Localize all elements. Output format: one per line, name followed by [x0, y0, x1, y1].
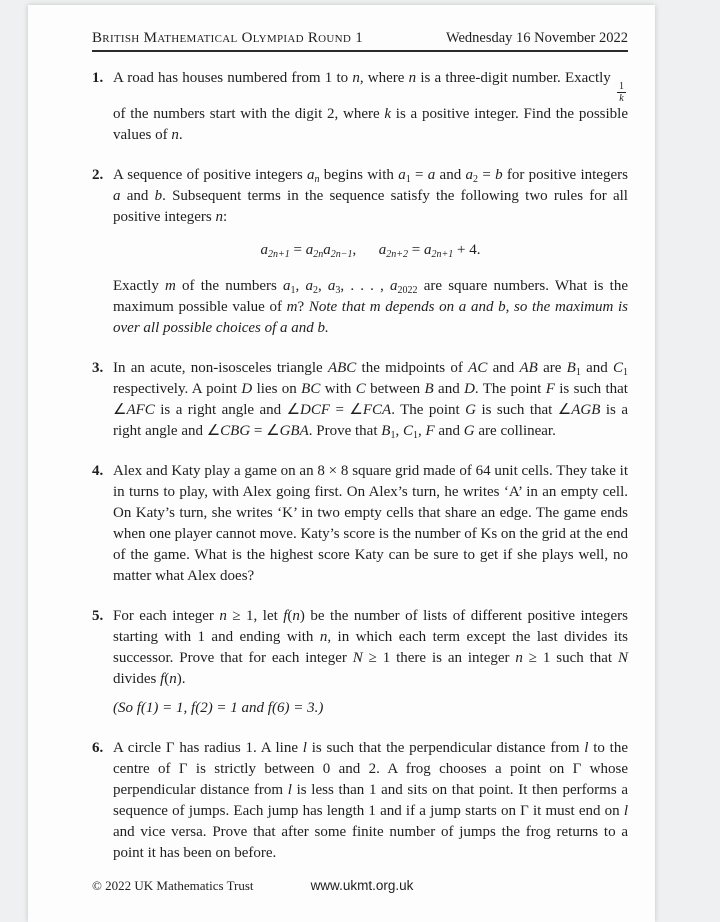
website-url: www.ukmt.org.uk	[310, 878, 414, 893]
math-subscript: 3	[335, 285, 341, 296]
text-run: begins with	[319, 167, 399, 183]
text-run: For each integer	[113, 608, 220, 624]
text-run: C	[355, 381, 366, 397]
text-run: a	[260, 242, 269, 258]
text-run: CBG	[220, 423, 251, 439]
text-run: DCF	[300, 402, 331, 418]
math-subscript: 2n	[313, 249, 324, 260]
text-run: a	[378, 242, 387, 258]
text-run: between	[365, 381, 425, 397]
text-run: a	[113, 188, 121, 204]
text-run: ,	[317, 278, 328, 294]
text-run: ≥ 1 such that	[522, 650, 618, 666]
text-run: f	[160, 671, 165, 687]
paper-date: Wednesday 16 November 2022	[445, 30, 628, 46]
text-run: , . . . ,	[340, 278, 391, 294]
text-run: and	[487, 360, 520, 376]
math-subscript: 2	[312, 285, 318, 296]
text-run: N	[617, 650, 628, 666]
math-subscript: n	[314, 174, 320, 185]
text-run: . The point	[474, 381, 546, 397]
text-run: ).	[176, 671, 186, 687]
text-run: AB	[519, 360, 538, 376]
text-run: ,	[395, 423, 403, 439]
paper-title: British Mathematical Olympiad Round 1	[92, 30, 364, 46]
text-run: B	[381, 423, 391, 439]
text-run: =	[408, 242, 424, 258]
text-run: F	[545, 381, 555, 397]
text-run: m	[165, 278, 176, 294]
text-run: AGB	[571, 402, 601, 418]
text-run: is a three-digit number. Exactly	[416, 70, 615, 86]
math-subscript: 1	[412, 430, 418, 441]
text-run: a	[323, 242, 331, 258]
text-run: C	[613, 360, 624, 376]
problem-text	[113, 276, 628, 339]
text-run: =	[478, 167, 496, 183]
problem-text	[113, 358, 628, 442]
text-run: Exactly	[113, 278, 165, 294]
math-subscript: 1	[290, 285, 296, 296]
text-run: D	[241, 381, 253, 397]
problem-text	[113, 165, 628, 228]
text-run: divides	[113, 671, 161, 687]
text-run: is such that the perpendicular distance from	[306, 740, 585, 756]
text-run: n	[515, 650, 523, 666]
text-run: n	[219, 608, 227, 624]
inline-fraction: $\frac{1}{k}$	[618, 81, 624, 104]
text-run: n	[292, 608, 300, 624]
math-subscript: 1	[575, 367, 581, 378]
text-run: :	[222, 209, 228, 225]
text-run: a	[305, 242, 314, 258]
math-subscript: 1	[390, 430, 396, 441]
text-run: C	[402, 423, 413, 439]
text-run: . Prove that	[308, 423, 382, 439]
text-run: l	[302, 740, 307, 756]
text-run: is a right angle and ∠	[154, 402, 301, 418]
text-run: G	[465, 402, 477, 418]
problem-number: 2.	[92, 167, 104, 183]
text-run: + 4.	[453, 242, 481, 258]
text-run: l	[584, 740, 589, 756]
text-run: . Subsequent terms in the sequence satisfy the following two rules for all positive integers	[113, 188, 628, 225]
text-run: F	[425, 423, 435, 439]
text-run: ,	[295, 278, 306, 294]
text-run: In an acute, non-isosceles triangle	[113, 360, 328, 376]
text-run: , in which each term except the last divides its successor. Prove that for each integer	[113, 629, 629, 666]
text-run: k	[384, 106, 392, 122]
text-run: a	[305, 278, 313, 294]
text-run: a	[427, 167, 436, 183]
text-run: ≥ 1, let	[226, 608, 284, 624]
problem-text	[113, 461, 628, 587]
problem-text	[113, 738, 628, 864]
text-run: =	[410, 167, 428, 183]
text-run: Alex and Katy play a game on an 8 × 8 square grid made of 64 unit cells. They take it in turns to play, with Alex going first. On Alex’s turn, he writes ‘A’ in an empty cell. On Katy’s turn, she writes ‘K’ in two empty cells that share an edge. The game ends when one player cannot move. Katy’s score is the number of Ks on the grid at the end of the game. What is the highest score Katy can be sure to get if she plays well, no matter what Alex does?	[113, 463, 628, 584]
text-run: N	[352, 650, 363, 666]
text-run: AC	[468, 360, 488, 376]
text-run: lies on	[252, 381, 302, 397]
text-run: n	[408, 70, 417, 86]
text-run: = ∠	[250, 423, 280, 439]
text-run: f	[283, 608, 288, 624]
text-run: is less than 1 and sits on that point. It then performs a sequence of jumps. Each jump has length 1 and if a jump starts on Γ it must end on	[113, 782, 628, 819]
text-run: AFC	[126, 402, 155, 418]
text-run: , where	[359, 70, 409, 86]
text-run: be the number of lists of different positive integers starting with 1 and ending with	[113, 608, 628, 645]
text-run: is such that ∠	[113, 381, 628, 418]
problem-number: 1.	[92, 70, 104, 86]
text-run: n	[171, 127, 179, 143]
problem-number: 5.	[92, 608, 104, 624]
text-run: are	[537, 360, 567, 376]
text-run: respectively. A point	[113, 381, 242, 397]
text-run: ,	[352, 242, 379, 258]
problem-list	[92, 68, 628, 864]
math-subscript: 2n+1	[268, 249, 290, 260]
copyright-notice: © 2022 UK Mathematics Trust	[92, 878, 254, 893]
problem-number: 4.	[92, 463, 104, 479]
text-run: ABC	[327, 360, 357, 376]
text-run: a	[423, 242, 432, 258]
text-run: a	[306, 167, 315, 183]
text-run: FCA	[362, 402, 392, 418]
text-run: . The point	[391, 402, 466, 418]
problem-text	[113, 68, 628, 146]
text-run: A circle Γ has radius 1. A line	[113, 740, 303, 756]
math-subscript: 2n+2	[386, 249, 409, 260]
text-run: A road has houses numbered from 1 to	[113, 70, 353, 86]
text-run: is such that ∠	[476, 402, 572, 418]
text-run: n	[352, 70, 360, 86]
text-run: l	[287, 782, 292, 798]
text-run: of the numbers start with the digit 2, where	[113, 106, 385, 122]
text-run: is a right angle and ∠	[113, 402, 628, 439]
text-run: m	[286, 299, 298, 315]
text-run: )	[299, 608, 305, 624]
text-run: B	[566, 360, 576, 376]
text-run: and	[435, 167, 466, 183]
text-run: n	[215, 209, 223, 225]
math-subscript: 1	[405, 174, 411, 185]
problem-number: 3.	[92, 360, 104, 376]
math-subscript: 1	[623, 367, 629, 378]
page-footer	[92, 878, 628, 894]
text-run: ≥ 1 there is an integer	[362, 650, 516, 666]
page-header	[92, 30, 628, 52]
text-run: G	[463, 423, 475, 439]
text-run: and	[433, 381, 465, 397]
text-run: a	[465, 167, 474, 183]
text-run: n	[169, 671, 177, 687]
problem-5	[92, 606, 628, 719]
display-equation	[113, 240, 628, 261]
text-run: a	[398, 167, 406, 183]
text-run: is a positive integer. Find the possible values of	[113, 106, 628, 143]
text-run: a	[327, 278, 336, 294]
text-run: for positive integers	[502, 167, 628, 183]
text-run: =	[289, 242, 306, 258]
text-run: Note that m depends on a and b, so the maximum is over all possible choices of a and b.	[113, 299, 628, 336]
problem-2	[92, 165, 628, 339]
problem-6	[92, 738, 628, 864]
text-run: a	[390, 278, 398, 294]
text-run: with	[320, 381, 356, 397]
text-run: ?	[297, 299, 309, 315]
text-run: = ∠	[330, 402, 363, 418]
text-run: GBA	[279, 423, 309, 439]
text-run: ,	[417, 423, 426, 439]
math-subscript: 2	[473, 174, 479, 185]
text-run: B	[424, 381, 434, 397]
math-subscript: 2n−1	[330, 249, 353, 260]
text-run: l	[623, 803, 628, 819]
problem-1	[92, 68, 628, 146]
text-run: and	[434, 423, 464, 439]
text-run: and	[580, 360, 613, 376]
text-run: n	[319, 629, 328, 645]
text-run: D	[464, 381, 475, 397]
text-run: are square numbers. What is the maximum possible value of	[113, 278, 629, 315]
problem-number: 6.	[92, 740, 104, 756]
text-run: are collinear.	[474, 423, 556, 439]
text-run: BC	[301, 381, 321, 397]
text-run: the midpoints of	[356, 360, 469, 376]
math-subscript: 2022	[397, 285, 418, 296]
problem-4	[92, 461, 628, 587]
math-subscript: 2n+1	[431, 249, 454, 260]
text-run: to the centre of Γ is strictly between 0 and 2. A frog chooses a point on Γ whose perpendicular distance from	[113, 740, 629, 798]
text-run: a	[283, 278, 291, 294]
text-run: and	[120, 188, 155, 204]
text-run: .	[178, 127, 183, 143]
problem-3	[92, 358, 628, 442]
text-run: b	[154, 188, 163, 204]
text-run: of the numbers	[175, 278, 284, 294]
problem-note	[113, 698, 628, 719]
document-page	[28, 5, 655, 922]
text-run: (	[164, 671, 170, 687]
text-run: (So f(1) = 1, f(2) = 1 and f(6) = 3.)	[113, 700, 324, 716]
text-run: b	[495, 167, 503, 183]
problem-text	[113, 606, 628, 690]
text-run: (	[287, 608, 293, 624]
text-run: and vice versa. Prove that after some finite number of jumps the frog returns to a point it has been on before.	[113, 824, 628, 861]
text-run: A sequence of positive integers	[113, 167, 307, 183]
